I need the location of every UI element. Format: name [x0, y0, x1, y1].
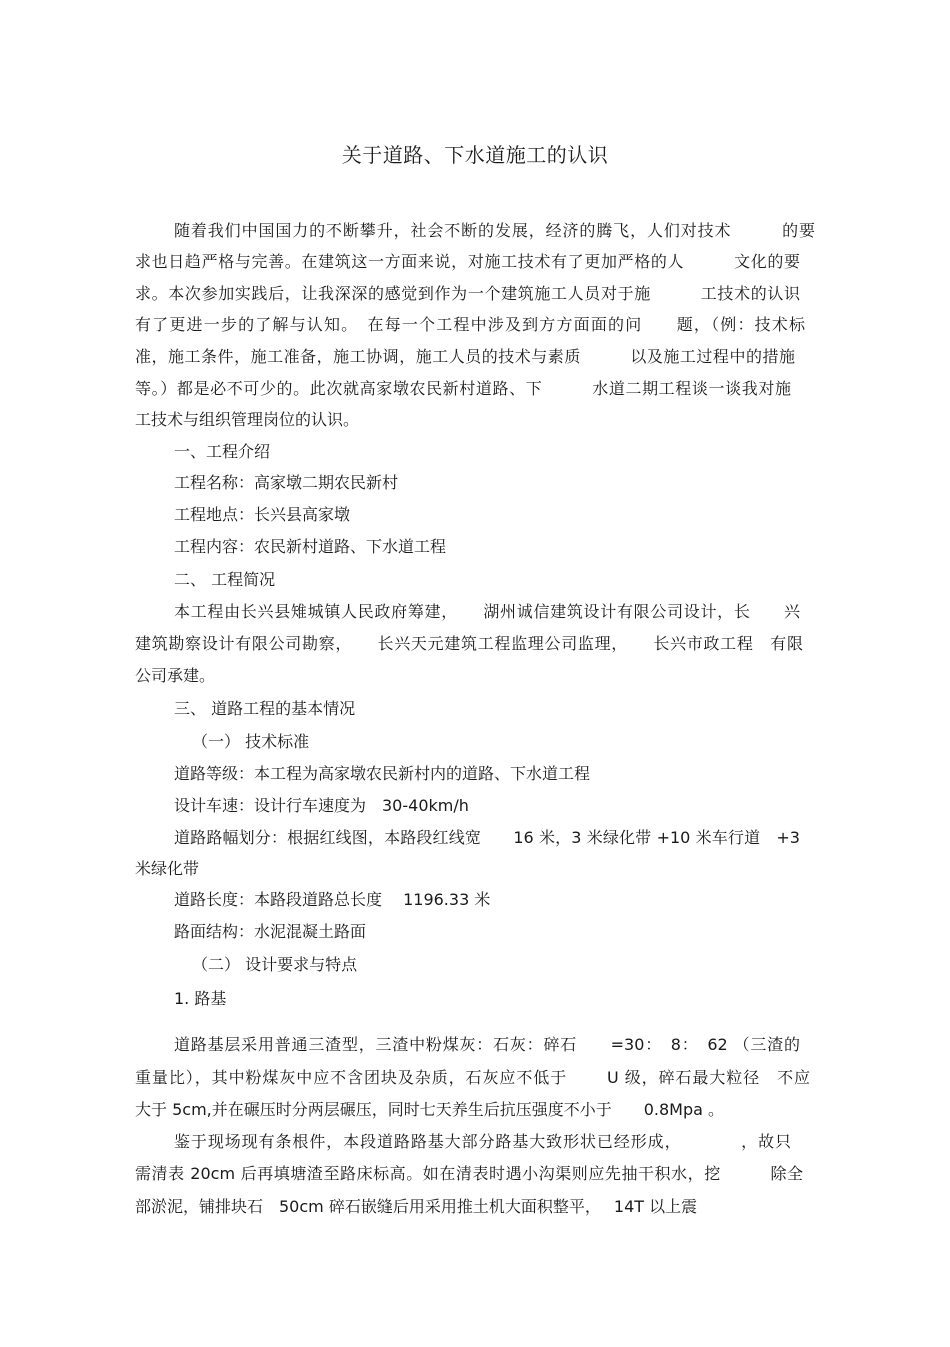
paragraph-line: 道路基层采用普通三渣型，三渣中粉煤灰：石灰：碎石 =30： 8： 62 （三渣的 — [174, 1035, 800, 1054]
paragraph-line: 建筑勘察设计有限公司勘察， 长兴天元建筑工程监理公司监理， 长兴市政工程 有限 — [135, 634, 803, 653]
paragraph-line: 工程内容：农民新村道路、下水道工程 — [174, 537, 447, 556]
paragraph-line: 求。本次参加实践后，让我深深的感觉到作为一个建筑施工人员对于施 工技术的认识 — [135, 284, 800, 303]
paragraph-line: 路面结构：水泥混凝土路面 — [174, 922, 367, 941]
paragraph-line: 公司承建。 — [135, 666, 216, 685]
section-heading: 二、 工程简况 — [174, 570, 276, 589]
paragraph-line: 随着我们中国国力的不断攀升，社会不断的发展，经济的腾飞，人们对技术 的要 — [174, 221, 815, 240]
paragraph-line: 等。）都是必不可少的。此次就高家墩农民新村道路、下 水道二期工程谈一谈我对施 — [135, 379, 791, 398]
paragraph-line: 工技术与组织管理岗位的认识。 — [135, 410, 360, 429]
sub-heading: （一） 技术标准 — [192, 732, 310, 751]
paragraph-line: 道路长度：本路段道路总长度 1196.33 米 — [174, 890, 491, 909]
paragraph-line: 工程地点：长兴县高家墩 — [174, 505, 351, 524]
paragraph-line: 需清表 20cm 后再填塘渣至路床标高。如在清表时遇小沟渠则应先抽干积水，挖 除全 — [135, 1164, 803, 1183]
paragraph-line: 大于 5cm,并在碾压时分两层碾压，同时七天养生后抗压强度不小于 0.8Mpa 。 — [135, 1100, 725, 1119]
paragraph-line: 求也日趋严格与完善。在建筑这一方面来说，对施工技术有了更加严格的人 文化的要 — [135, 252, 800, 271]
section-heading: 一、工程介绍 — [174, 442, 271, 461]
paragraph-line: 道路等级：本工程为高家墩农民新村内的道路、下水道工程 — [174, 764, 591, 783]
sub-heading: （二） 设计要求与特点 — [192, 955, 358, 974]
paragraph-line: 有了更进一步的了解与认知。 在每一个工程中涉及到方方面面的问 题，（例：技术标 — [135, 315, 805, 334]
paragraph-line: 准，施工条件，施工准备，施工协调，施工人员的技术与素质 以及施工过程中的措施 — [135, 347, 795, 366]
paragraph-line: 本工程由长兴县雉城镇人民政府筹建， 湖州诚信建筑设计有限公司设计，长 兴 — [174, 602, 800, 621]
paragraph-line: 重量比），其中粉煤灰中应不含团块及杂质，石灰应不低于 U 级，碎石最大粒径 不应 — [135, 1068, 810, 1087]
document-title: 关于道路、下水道施工的认识 — [341, 143, 609, 167]
paragraph-line: 鉴于现场现有条根件，本段道路路基大部分路基大致形状已经形成， ，故只 — [174, 1132, 791, 1151]
paragraph-line: 道路路幅划分：根据红线图，本路段红线宽 16 米，3 米绿化带 +10 米车行道 +3 — [174, 828, 800, 847]
paragraph-line: 工程名称：高家墩二期农民新村 — [174, 473, 399, 492]
sub-heading: 1. 路基 — [174, 989, 227, 1008]
paragraph-line: 设计车速：设计行车速度为 30-40km/h — [174, 796, 469, 815]
section-heading: 三、 道路工程的基本情况 — [174, 699, 356, 718]
paragraph-line: 米绿化带 — [135, 859, 200, 878]
paragraph-line: 部淤泥，铺排块石 50cm 碎石嵌缝后用采用推土机大面积整平， 14T 以上震 — [135, 1197, 698, 1216]
